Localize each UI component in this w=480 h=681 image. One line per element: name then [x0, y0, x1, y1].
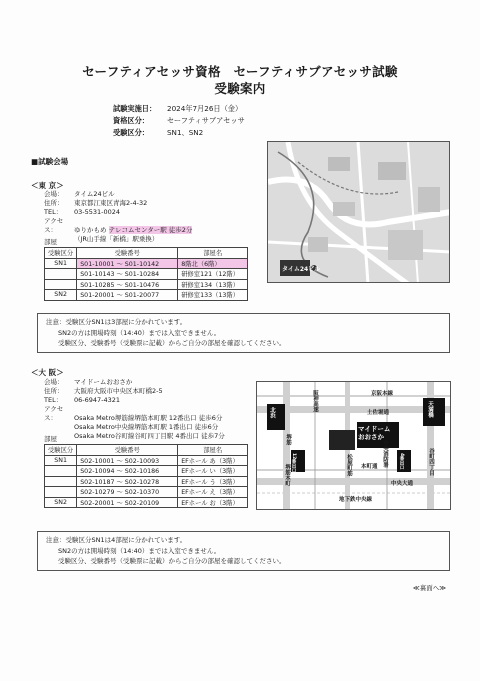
tokyo-map-venue-label: タイム24ビル: [282, 266, 321, 273]
cell-exam-number-range: S01-10285 ～ S01-10476: [77, 279, 178, 290]
tokyo-address: 住所： 東京都江東区青海2-4-32: [44, 199, 148, 207]
osaka-access-3: Osaka Metro谷町線谷町四丁目駅 4番出口 徒歩7分: [74, 432, 225, 440]
info-row-category: 受験区分： SN1、SN2: [113, 128, 204, 137]
osaka-map-underground: 地下鉄中央線: [339, 497, 373, 503]
table-row: [45, 279, 248, 290]
tokyo-room-table: [44, 247, 248, 301]
cell-room-name: 研修室121（12階）: [178, 269, 248, 280]
cell-room-name: EFホール お（3階）: [178, 497, 248, 508]
page-title: セーフティアセッサ資格 セーフティサブアセッサ試験: [82, 64, 398, 79]
cell-kubun: SN1: [45, 455, 77, 466]
col-header-number: 受験番号: [77, 248, 178, 259]
tokyo-details: [44, 190, 192, 244]
tokyo-map-drawing: [268, 142, 450, 283]
osaka-map-sakaisuji-station: 堺筋本町: [284, 464, 290, 486]
tokyo-heading: ＜東 京＞: [31, 181, 64, 190]
cell-room-name: EFホール え（3階）: [178, 487, 248, 498]
osaka-note-line-2: SN2の方は開場時刻（14:40）までは入室できません。: [58, 546, 221, 555]
cell-kubun: SN2: [45, 290, 77, 301]
tokyo-note: [37, 313, 450, 353]
osaka-map-chuo: 中央大通: [391, 481, 414, 487]
tokyo-note-line-3: 受験区分、受験番号（受験票に記載）からご自分の部屋を確認してください。: [58, 339, 286, 347]
osaka-venue: 会場： マイドームおおさか: [44, 378, 133, 386]
osaka-room-label: 部屋: [44, 435, 57, 443]
cell-kubun: SN1: [45, 258, 77, 269]
osaka-map-drawing: [257, 382, 451, 510]
cell-room-name: 研修室134（13階）: [178, 279, 248, 290]
osaka-map-sakaisuji: 堺筋: [285, 434, 291, 445]
osaka-details: [44, 378, 225, 441]
cell-room-name: EFホール あ（3階）: [178, 455, 248, 466]
col-header-kubun: 受験区分: [45, 248, 77, 259]
section-title-venues: ■試験会場: [31, 157, 69, 166]
tokyo-venue: 会場： タイム24ビル: [44, 190, 115, 198]
cell-room-name: EFホール う（3階）: [178, 476, 248, 487]
tokyo-note-line-2: SN2の方は開場時刻（14:40）までは入室できません。: [58, 328, 221, 337]
cell-exam-number-range: S01-20001 ～ S01-20077: [77, 290, 178, 301]
tokyo-room-label: 部屋: [44, 238, 57, 246]
info-row-qualification: 資格区分： セーフティサブアセッサ: [113, 116, 245, 125]
cell-exam-number-range: S01-10143 ～ S01-10284: [77, 269, 178, 280]
table-row: [45, 269, 248, 280]
osaka-map-exit-4: 4番出口: [399, 453, 404, 470]
cell-exam-number-range: S02-10001 ～ S02-10093: [77, 455, 178, 466]
col-header-kubun: 受験区分: [45, 445, 77, 456]
info-row-date: 試験実施日： 2024年7月26日（金）: [113, 104, 243, 113]
osaka-room-table: [44, 444, 248, 508]
tokyo-access: アクセス： ゆりかもめ テレコムセンター駅 徒歩2分: [44, 217, 193, 234]
osaka-map: [256, 381, 451, 510]
col-header-number: 受験番号: [77, 445, 178, 456]
osaka-map-matsuyamachi: 松屋町筋: [346, 454, 352, 476]
cell-kubun: [45, 466, 77, 477]
osaka-access-1: アクセス： Osaka Metro堺筋線堺筋本町駅 12番出口 徒歩6分: [44, 405, 223, 422]
osaka-map-tosabori: 土佐堀通: [367, 410, 390, 416]
table-row: [45, 455, 248, 466]
osaka-map-hanshin: 阪神高速: [312, 390, 318, 412]
osaka-map-venue: マイドーム おおさか: [358, 425, 391, 441]
tokyo-transfer: （JR山手線「新橋」駅乗換）: [74, 235, 159, 243]
osaka-tel: TEL： 06-6947-4321: [44, 396, 121, 404]
osaka-map-keihan: 京阪本線: [371, 391, 394, 397]
cell-exam-number-range: S02-10187 ～ S02-10278: [77, 476, 178, 487]
cell-kubun: [45, 279, 77, 290]
osaka-map-tenmabashi: 天満橋: [427, 401, 433, 418]
osaka-map-police: 中央消防署: [382, 440, 388, 468]
table-row: [45, 258, 248, 269]
osaka-note-line-1: 注意：受験区分SN1は4部屋に分かれています。: [46, 536, 187, 544]
table-row: [45, 487, 248, 498]
osaka-map-kitahama: 北浜: [269, 407, 275, 418]
cell-exam-number-range: S02-20001 ～ S02-20109: [77, 497, 178, 508]
cell-exam-number-range: S02-10279 ～ S02-10370: [77, 487, 178, 498]
osaka-note: [37, 531, 450, 571]
tokyo-access-value: ゆりかもめ テレコムセンター駅 徒歩2分: [74, 226, 193, 234]
cell-room-name: 研修室133（13階）: [178, 290, 248, 301]
table-row: [45, 497, 248, 508]
table-row: [45, 476, 248, 487]
tokyo-map: [267, 141, 450, 283]
cell-kubun: [45, 269, 77, 280]
access-highlight: テレコムセンター駅 徒歩2分: [108, 226, 193, 234]
osaka-map-tanimachi-station: 谷町四丁目: [428, 448, 434, 476]
osaka-heading: ＜大 阪＞: [31, 368, 64, 377]
cell-exam-number-range: S01-10001 ～ S01-10142: [77, 258, 178, 269]
cell-kubun: [45, 476, 77, 487]
cell-kubun: [45, 487, 77, 498]
osaka-access-2: Osaka Metro中央線堺筋本町駅 1番出口 徒歩6分: [74, 423, 219, 431]
footer-next-page: ≪裏面へ≫: [412, 584, 446, 592]
osaka-map-exit-12: 12番出口: [291, 453, 296, 473]
exam-info: [113, 103, 245, 139]
cell-room-name: 8階北（6階）: [178, 258, 248, 269]
cell-room-name: EFホール い（3階）: [178, 466, 248, 477]
cell-kubun: SN2: [45, 497, 77, 508]
osaka-map-honmachi: 本町通: [361, 464, 378, 470]
tokyo-tel: TEL： 03-5531-0024: [44, 208, 121, 216]
col-header-room: 部屋名: [178, 248, 248, 259]
cell-exam-number-range: S02-10094 ～ S02-10186: [77, 466, 178, 477]
col-header-room: 部屋名: [178, 445, 248, 456]
table-row: [45, 466, 248, 477]
osaka-note-line-3: 受験区分、受験番号（受験票に記載）からご自分の部屋を確認してください。: [58, 557, 286, 565]
tokyo-note-line-1: 注意：受験区分SN1は3部屋に分かれています。: [46, 318, 187, 326]
osaka-address: 住所： 大阪府大阪市中央区本町橋2-5: [44, 387, 163, 395]
page-subtitle: 受験案内: [214, 81, 266, 96]
table-row: [45, 290, 248, 301]
